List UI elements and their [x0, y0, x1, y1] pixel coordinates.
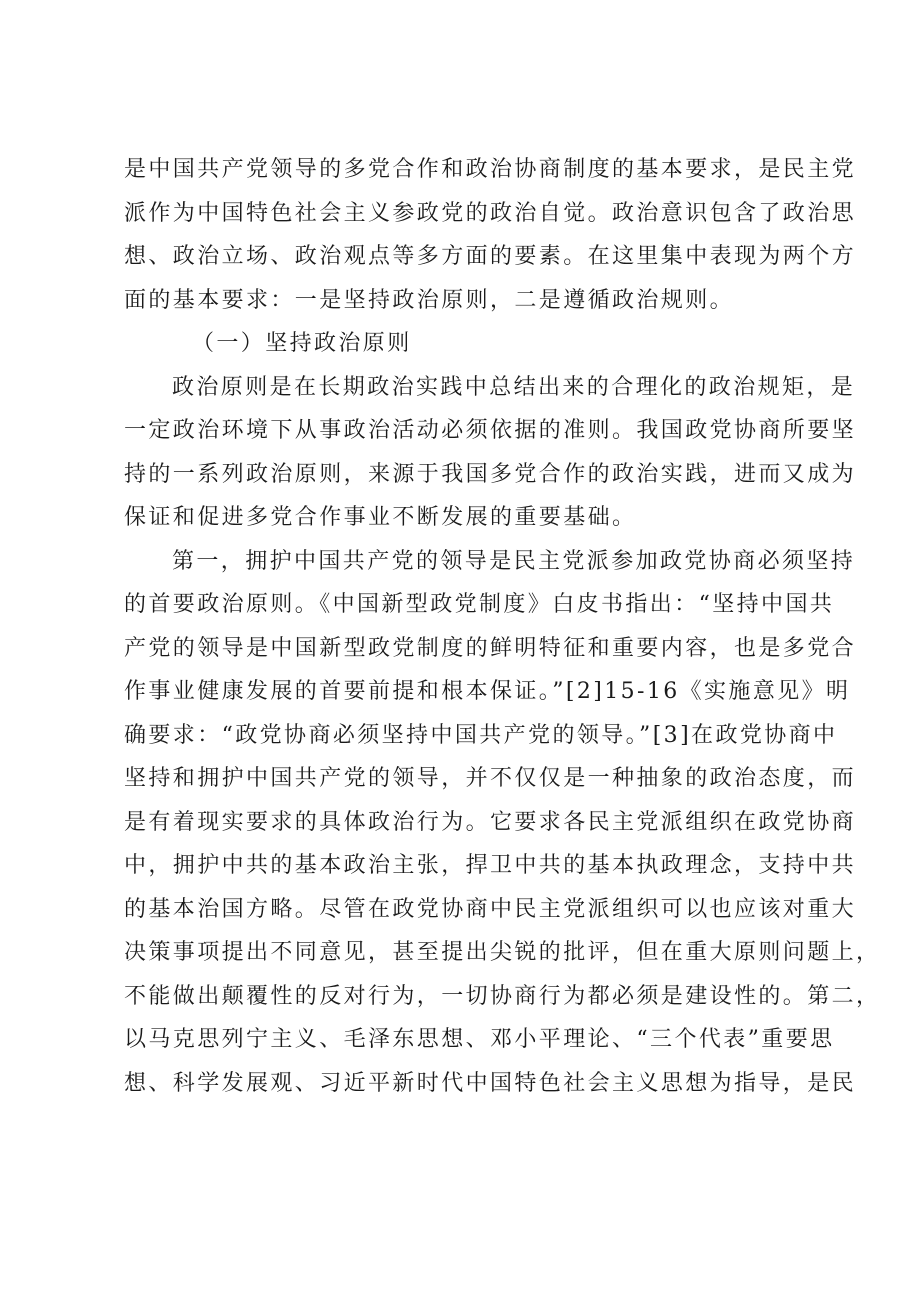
text-line: 坚持和拥护中国共产党的领导，并不仅仅是一种抽象的政治态度，而: [124, 766, 857, 791]
text-line: 一定政治环境下从事政治活动必须依据的准则。我国政党协商所要坚: [124, 418, 857, 443]
text-line: 政治原则是在长期政治实践中总结出来的合理化的政治规矩，是: [172, 374, 856, 400]
text-line: 面的基本要求：一是坚持政治原则，二是遵循政治规则。: [124, 287, 735, 313]
text-line: 派作为中国特色社会主义参政党的政治自觉。政治意识包含了政治思: [124, 200, 857, 226]
text-line: 想、政治立场、政治观点等多方面的要素。在这里集中表现为两个方: [124, 244, 857, 269]
text-line: 持的一系列政治原则，来源于我国多党合作的政治实践，进而又成为: [124, 461, 857, 487]
text-line: 是有着现实要求的具体政治行为。它要求各民主党派组织在政党协商: [124, 809, 857, 835]
text-line: 第一，拥护中国共产党的领导是民主党派参加政党协商必须坚持: [172, 548, 856, 574]
text-line: 产党的领导是中国新型政党制度的鲜明特征和重要内容，也是多党合: [124, 635, 857, 661]
body-text: [124, 148, 881, 1105]
section-heading: （一）坚持政治原则: [192, 331, 412, 356]
text-line: 作事业健康发展的首要前提和根本保证。”[2]15-16《实施意见》明: [124, 679, 851, 704]
text-line: 以马克思列宁主义、毛泽东思想、邓小平理论、“三个代表”重要思: [124, 1027, 835, 1052]
text-line: 的首要政治原则。《中国新型政党制度》白皮书指出：“坚持中国共: [124, 592, 835, 617]
text-line: 确要求：“政党协商必须坚持中国共产党的领导。”[3]在政党协商中: [124, 722, 838, 748]
text-line: 中，拥护中共的基本政治主张，捍卫中共的基本执政理念，支持中共: [124, 853, 857, 878]
text-line: 决策事项提出不同意见，甚至提出尖锐的批评，但在重大原则问题上，: [124, 940, 881, 965]
text-line: 的基本治国方略。尽管在政党协商中民主党派组织可以也应该对重大: [124, 896, 857, 922]
text-line: 不能做出颠覆性的反对行为，一切协商行为都必须是建设性的。第二，: [124, 983, 881, 1009]
text-line: 保证和促进多党合作事业不断发展的重要基础。: [124, 505, 637, 530]
text-line: 是中国共产党领导的多党合作和政治协商制度的基本要求，是民主党: [124, 157, 857, 182]
text-line: 想、科学发展观、习近平新时代中国特色社会主义思想为指导，是民: [124, 1070, 857, 1096]
